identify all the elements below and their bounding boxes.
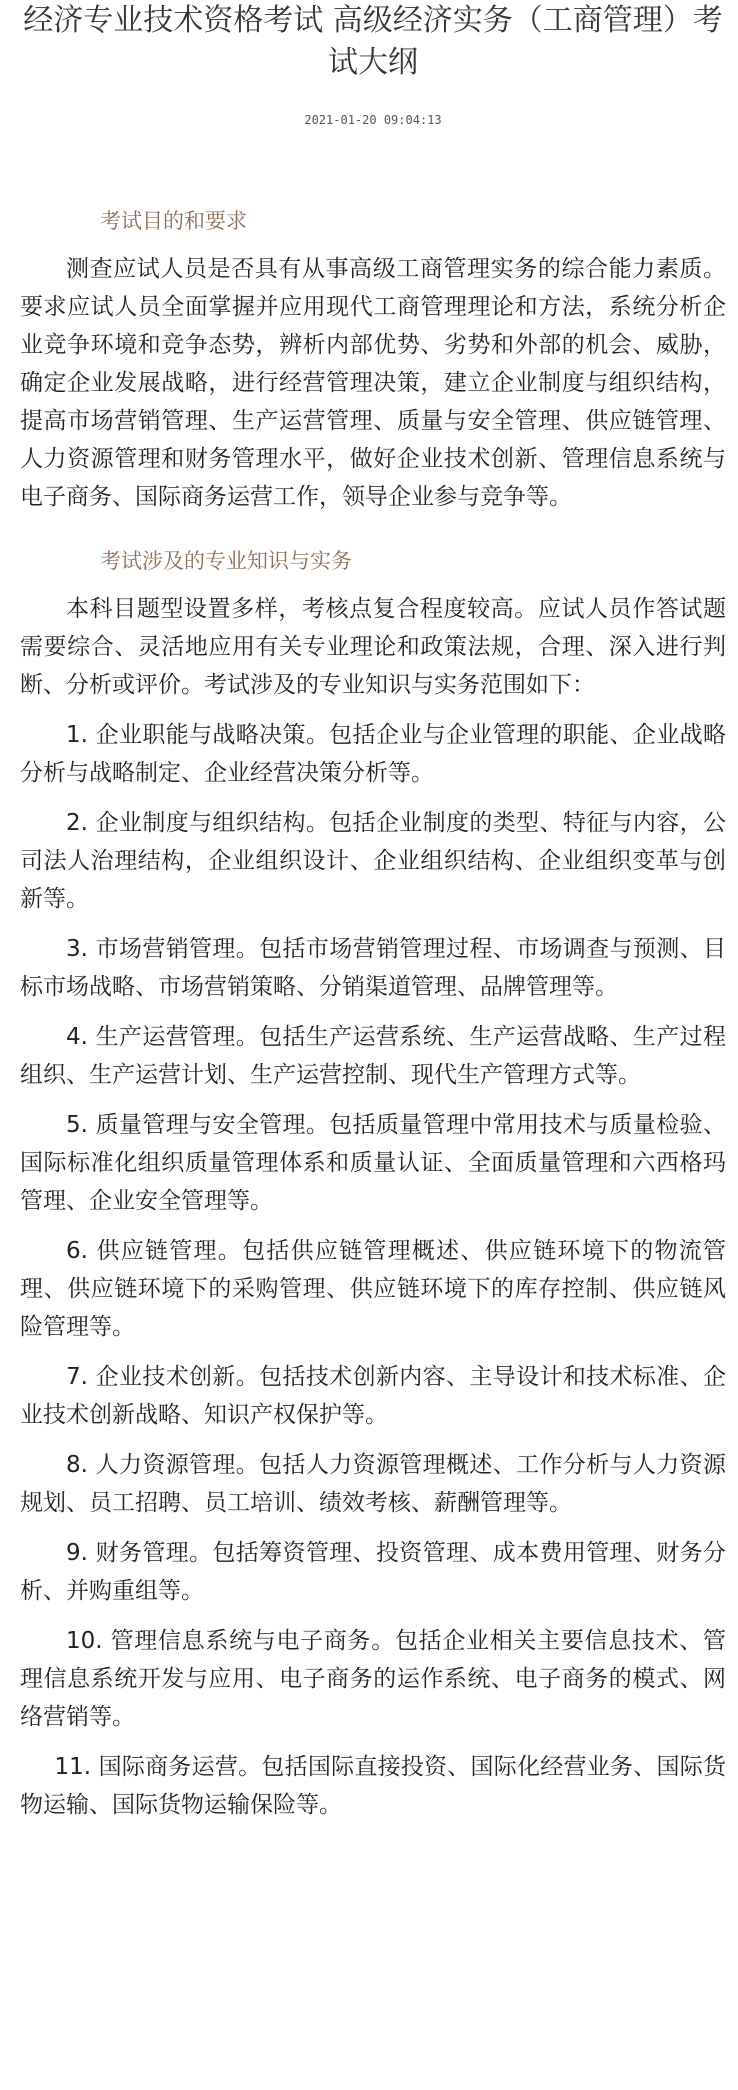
- syllabus-list: [20, 716, 726, 1824]
- syllabus-item-4: 4. 生产运营管理。包括生产运营系统、生产运营战略、生产过程组织、生产运营计划、生产运营控制、现代生产管理方式等。: [20, 1024, 726, 1088]
- syllabus-item-7: 7. 企业技术创新。包括技术创新内容、主导设计和技术标准、企业技术创新战略、知识产权保护等。: [20, 1364, 726, 1428]
- section-paragraph: 本科目题型设置多样，考核点复合程度较高。应试人员作答试题需要综合、灵活地应用有关专业理论和政策法规，合理、深入进行判断、分析或评价。考试涉及的专业知识与实务范围如下：: [20, 596, 726, 698]
- syllabus-item-2: 2. 企业制度与组织结构。包括企业制度的类型、特征与内容，公司法人治理结构，企业组织设计、企业组织结构、企业组织变革与创新等。: [20, 810, 726, 912]
- syllabus-item-6: 6. 供应链管理。包括供应链管理概述、供应链环境下的物流管理、供应链环境下的采购管理、供应链环境下的库存控制、供应链风险管理等。: [20, 1238, 726, 1340]
- syllabus-item-5: 5. 质量管理与安全管理。包括质量管理中常用技术与质量检验、国际标准化组织质量管理体系和质量认证、全面质量管理和六西格玛管理、企业安全管理等。: [20, 1112, 726, 1214]
- section-heading: 考试目的和要求: [100, 209, 247, 233]
- syllabus-item-1: 1. 企业职能与战略决策。包括企业与企业管理的职能、企业战略分析与战略制定、企业经营决策分析等。: [20, 722, 726, 786]
- syllabus-item-11: 11. 国际商务运营。包括国际直接投资、国际化经营业务、国际货物运输、国际货物运输保险等。: [20, 1754, 726, 1818]
- section-paragraph: 测查应试人员是否具有从事高级工商管理实务的综合能力素质。要求应试人员全面掌握并应用现代工商管理理论和方法，系统分析企业竞争环境和竞争态势，辨析内部优势、劣势和外部的机会、威胁，确定企业发展战略，进行经营管理决策，建立企业制度与组织结构，提高市场营销管理、生产运营管理、质量与安全管理、供应链管理、人力资源管理和财务管理水平，做好企业技术创新、管理信息系统与电子商务、国际商务运营工作，领导企业参与竞争等。: [20, 256, 726, 510]
- article-title: 经济专业技术资格考试 高级经济实务（工商管理）考试大纲: [23, 3, 723, 80]
- section-exam-scope: [20, 546, 726, 704]
- syllabus-item-3: 3. 市场营销管理。包括市场营销管理过程、市场调查与预测、目标市场战略、市场营销策略、分销渠道管理、品牌管理等。: [20, 936, 726, 1000]
- publish-datetime: 2021-01-20 09:04:13: [304, 113, 442, 127]
- syllabus-item-9: 9. 财务管理。包括筹资管理、投资管理、成本费用管理、财务分析、并购重组等。: [20, 1540, 726, 1604]
- section-exam-purpose: [20, 206, 726, 516]
- syllabus-item-10: 10. 管理信息系统与电子商务。包括企业相关主要信息技术、管理信息系统开发与应用、电子商务的运作系统、电子商务的模式、网络营销等。: [20, 1628, 726, 1730]
- syllabus-item-8: 8. 人力资源管理。包括人力资源管理概述、工作分析与人力资源规划、员工招聘、员工培训、绩效考核、薪酬管理等。: [20, 1452, 726, 1516]
- section-heading: 考试涉及的专业知识与实务: [100, 549, 352, 573]
